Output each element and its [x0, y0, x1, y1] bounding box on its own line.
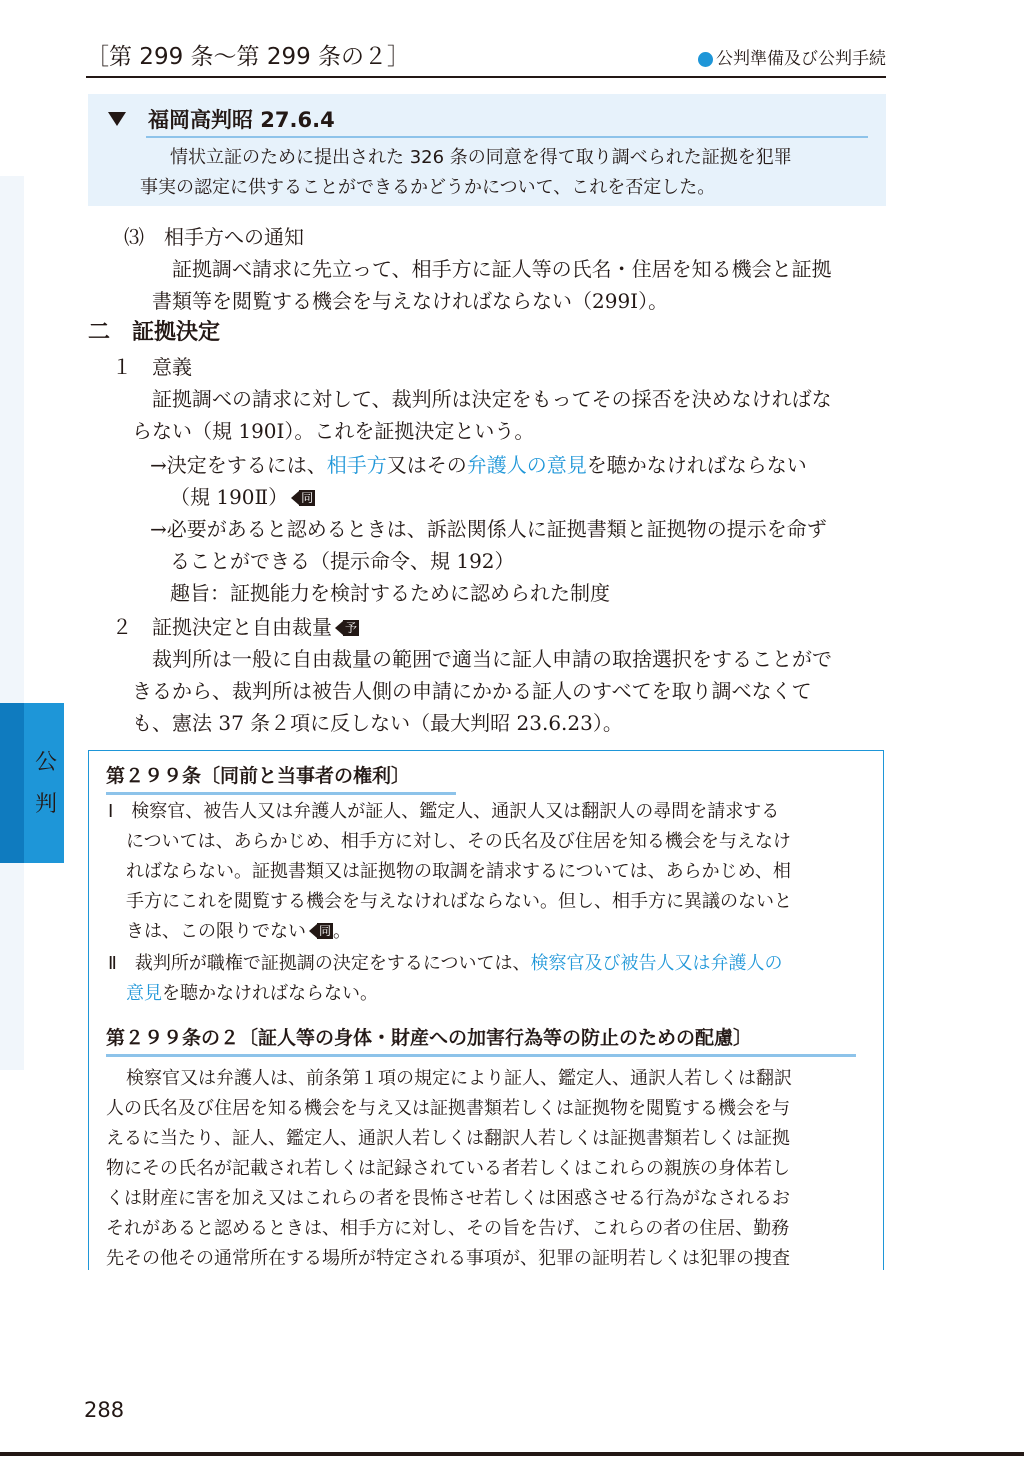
text-run: ２ 証拠決定と自由裁量: [112, 615, 332, 639]
statute-line: それがあると認めるときは、相手方に対し、その旨を告げ、これらの者の住居、勤務: [106, 1218, 790, 1239]
chapter-header: [698, 46, 886, 72]
arrow-line: [150, 450, 807, 480]
article-title-rule: [106, 1054, 856, 1057]
section-range-header: ［第 299 条〜第 299 条の２］: [86, 44, 411, 70]
same-mark-icon: 同: [301, 491, 314, 505]
body-line: 証拠調べ請求に先立って、相手方に証人等の氏名・住居を知る機会と証拠: [172, 257, 832, 281]
header-rule: [86, 76, 886, 78]
chapter-header-label: 公判準備及び公判手続: [716, 49, 886, 69]
statute-line: については、あらかじめ、相手方に対し、その氏名及び住居を知る機会を与えなけ: [126, 831, 791, 852]
statute-line: [126, 917, 351, 947]
case-line: 事実の認定に供することができるかどうかについて、これを否定した。: [140, 177, 716, 198]
statute-line: 手方にこれを閲覧する機会を与えなければならない。但し、相手方に異議のないと: [126, 891, 792, 912]
chapter-tab-edge: [0, 703, 24, 863]
text-run: （規 190Ⅱ）: [170, 485, 289, 509]
arrow-line: [170, 482, 315, 512]
bullet-dot-icon: [698, 52, 713, 67]
statute-line: 人の氏名及び住居を知る機会を与え又は証拠書類若しくは証拠物を閲覧する機会を与: [106, 1098, 790, 1119]
highlight-text: 相手方: [326, 453, 387, 477]
text-run: を聴かなければならない: [586, 453, 807, 477]
article-title: 第２９９条の２〔証人等の身体・財産への加害行為等の防止のための配慮〕: [106, 1027, 753, 1049]
case-rule: [146, 136, 868, 138]
body-line: 裁判所は一般に自由裁量の範囲で適当に証人申請の取捨選択をすることがで: [152, 647, 832, 671]
body-line: 証拠調べの請求に対して、裁判所は決定をもってその採否を決めなければな: [152, 387, 832, 411]
marker-triangle-icon: [335, 621, 343, 635]
marker-triangle-icon: [291, 491, 299, 505]
page-number: 288: [84, 1398, 125, 1422]
statute-line: [126, 979, 378, 1009]
article-title-rule: [106, 792, 456, 795]
text-run: →決定をするには、: [150, 453, 327, 477]
notice-title: ⑶ 相手方への通知: [124, 225, 304, 249]
text-run: を聴かなければならない。: [162, 983, 378, 1004]
statute-line: 先その他その通常所在する場所が特定される事項が、犯罪の証明若しくは犯罪の捜査: [106, 1248, 790, 1269]
body-line: 書類等を閲覧する機会を与えなければならない（299Ⅰ）。: [152, 289, 669, 313]
body-line: らない（規 190Ⅰ）。これを証拠決定という。: [132, 419, 535, 443]
yo-mark-icon: 予: [345, 621, 358, 635]
body-line: ることができる（提示命令、規 192）: [170, 549, 515, 573]
triangle-down-icon: [108, 112, 126, 126]
text-run: きは、この限りでない: [126, 921, 306, 942]
statute-line: くは財産に害を加え又はこれらの者を畏怖させ若しくは困惑させる行為がなされるお: [106, 1188, 790, 1209]
highlight-text: 弁護人の意見: [466, 453, 587, 477]
text-run: 又はその: [386, 453, 467, 477]
item-title: [112, 612, 359, 642]
marker-triangle-icon: [309, 924, 317, 938]
chapter-tab-char: 公: [34, 750, 57, 775]
arrow-line: →必要があると認めるときは、訴訟関係人に証拠書類と証拠物の提示を命ず: [150, 517, 827, 541]
body-line: きるから、裁判所は被告人側の申請にかかる証人のすべてを取り調べなくて: [132, 679, 812, 703]
same-mark-icon: 同: [319, 924, 332, 938]
statute-line: ればならない。証拠書類又は証拠物の取調を請求するについては、あらかじめ、相: [126, 861, 791, 882]
body-line: も、憲法 37 条２項に反しない（最大判昭 23.6.23）。: [132, 711, 623, 735]
case-line: 情状立証のために提出された 326 条の同意を得て取り調べられた証拠を犯罪: [170, 147, 792, 168]
statute-line: えるに当たり、証人、鑑定人、通訳人若しくは翻訳人若しくは証拠書類若しくは証拠: [106, 1128, 790, 1149]
side-strip: [0, 176, 24, 1070]
chapter-tab-label: [34, 742, 58, 826]
section-heading: 二 証拠決定: [88, 319, 221, 345]
case-text: [140, 143, 880, 203]
statute-line: 物にその氏名が記載され若しくは記録されている者若しくはこれらの親族の身体若し: [106, 1158, 790, 1179]
article-title: 第２９９条〔同前と当事者の権利〕: [106, 765, 411, 787]
body-line: 趣旨：証拠能力を検討するために認められた制度: [170, 581, 610, 605]
chapter-tab-char: 判: [34, 792, 57, 817]
bottom-rule: [0, 1452, 1024, 1456]
item-title: １ 意義: [112, 355, 192, 379]
text-run: Ⅱ 裁判所が職権で証拠調の決定をするについては、: [108, 953, 531, 974]
statute-line: 検察官又は弁護人は、前条第１項の規定により証人、鑑定人、通訳人若しくは翻訳: [126, 1068, 792, 1089]
highlight-text: 意見: [126, 983, 162, 1004]
case-title-text: 福岡高判昭 27.6.4: [148, 108, 335, 132]
highlight-text: 検察官及び被告人又は弁護人の: [530, 953, 783, 974]
statute-line: [108, 949, 783, 979]
statute-line: Ⅰ 検察官、被告人又は弁護人が証人、鑑定人、通訳人又は翻訳人の尋問を請求する: [108, 801, 780, 822]
text-run: 。: [333, 921, 352, 942]
case-title: [108, 106, 335, 134]
